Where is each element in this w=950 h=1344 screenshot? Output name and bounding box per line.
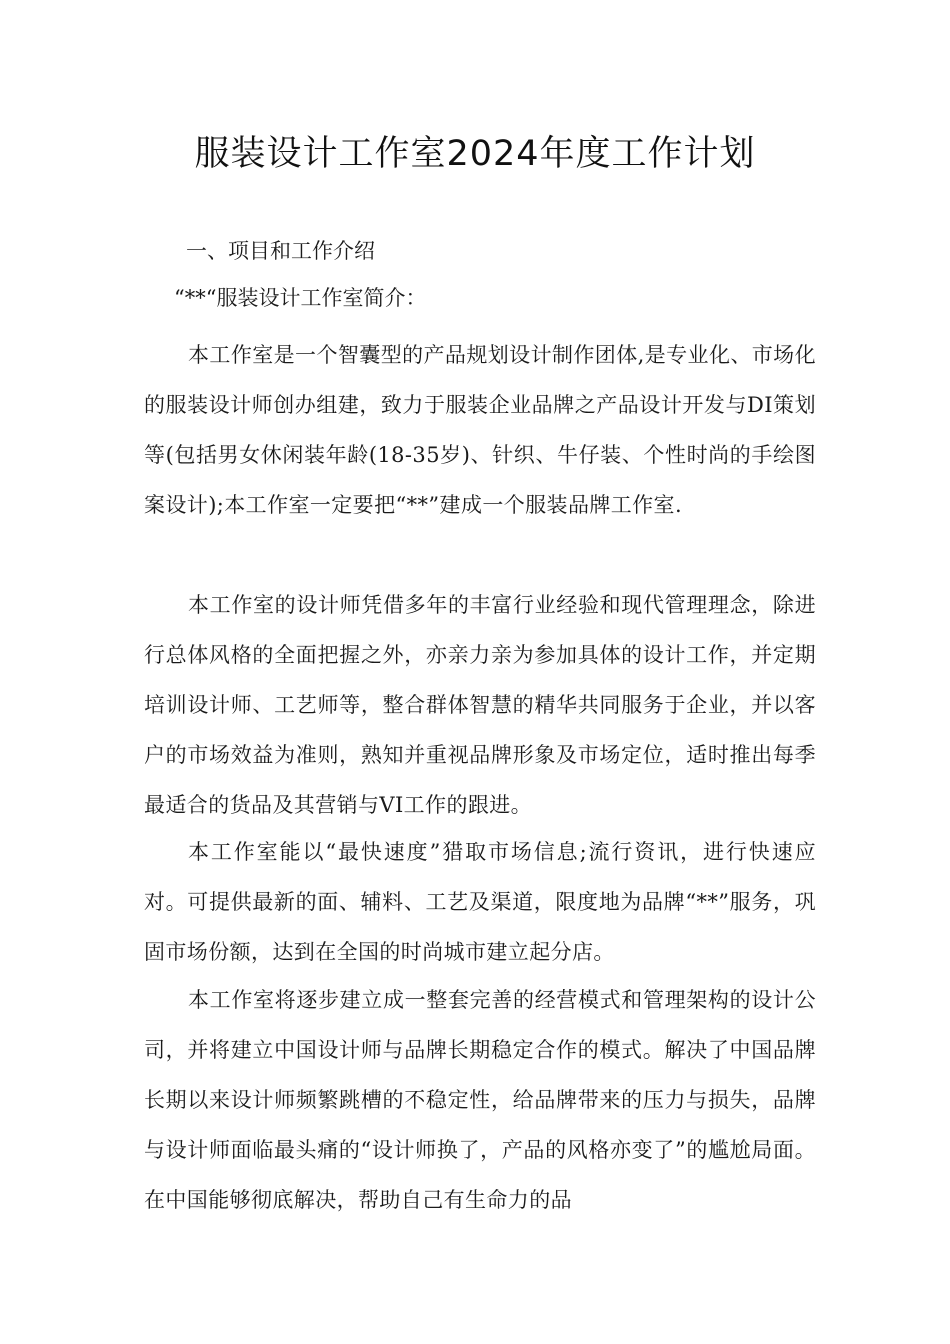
studio-intro-line: “**“服装设计工作室简介： (174, 286, 427, 310)
paragraph-business-model: 本工作室将逐步建立成一整套完善的经营模式和管理架构的设计公司，并将建立中国设计师与品牌长期稳定合作的模式。解决了中国品牌长期以来设计师频繁跳槽的不稳定性，给品牌带来的压力与损失，品牌与设计师面临最头痛的“设计师换了，产品的风格亦变了”的尴尬局面。在中国能够彻底解决，帮助自己有生命力的品 (144, 988, 816, 1212)
paragraph-market-response: 本工作室能以“最快速度”猎取市场信息;流行资讯，进行快速应对。可提供最新的面、辅料、工艺及渠道，限度地为品牌“**”服务，巩固市场份额，达到在全国的时尚城市建立起分店。 (144, 840, 816, 964)
paragraph-studio-overview: 本工作室是一个智囊型的产品规划设计制作团体,是专业化、市场化的服装设计师创办组建，致力于服装企业品牌之产品设计开发与DI策划等(包括男女休闲装年龄(18-35岁)、针织、牛仔装、个性时尚的手绘图案设计);本工作室一定要把“**”建成一个服装品牌工作室. (144, 343, 816, 517)
section-heading: 一、项目和工作介绍 (186, 239, 375, 263)
document-title: 服装设计工作室2024年度工作计划 (194, 134, 756, 174)
paragraph-designer-experience: 本工作室的设计师凭借多年的丰富行业经验和现代管理理念，除进行总体风格的全面把握之外，亦亲力亲为参加具体的设计工作，并定期培训设计师、工艺师等，整合群体智慧的精华共同服务于企业，并以客户的市场效益为准则，熟知并重视品牌形象及市场定位，适时推出每季最适合的货品及其营销与VI工作的跟进。 (144, 593, 816, 817)
